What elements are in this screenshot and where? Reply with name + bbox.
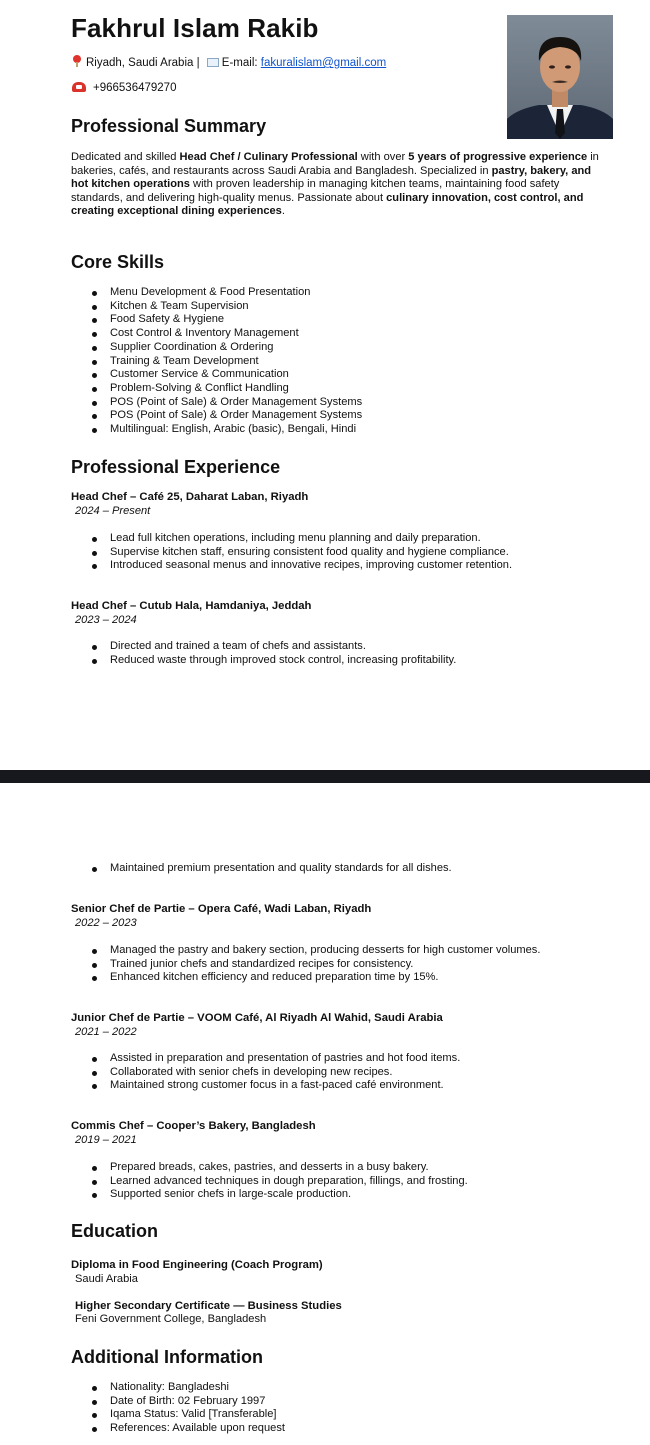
job-bullet: Reduced waste through improved stock control, increasing profitability. (90, 654, 456, 668)
contact-location-email (72, 55, 386, 69)
skill-item: Multilingual: English, Arabic (basic), Bengali, Hindi (90, 423, 362, 437)
job-bullet: Trained junior chefs and standardized recipes for consistency. (90, 958, 540, 972)
additional-info-heading: Additional Information (71, 1347, 263, 1367)
job-bullet: Managed the pastry and bakery section, producing desserts for high customer volumes. (90, 944, 540, 958)
email-icon (207, 58, 219, 67)
summary-highlight: pastry, bakery, and hot kitchen operations (71, 164, 592, 191)
job-bullet: Supervise kitchen staff, ensuring consistent food quality and hygiene compliance. (90, 546, 512, 560)
job-dates: 2023 – 2024 (75, 614, 137, 626)
job-bullets-continued (90, 862, 452, 876)
job-bullet: Directed and trained a team of chefs and assistants. (90, 640, 456, 654)
education-place: Feni Government College, Bangladesh (75, 1313, 267, 1325)
summary-text: Dedicated and skilled (71, 151, 180, 163)
skill-item: Menu Development & Food Presentation (90, 286, 362, 300)
job-bullet: Lead full kitchen operations, including menu planning and daily preparation. (90, 532, 512, 546)
job-bullet: Supported senior chefs in large-scale production. (90, 1188, 468, 1202)
skill-item: Training & Team Development (90, 355, 362, 369)
job-bullet: Collaborated with senior chefs in developing new recipes. (90, 1066, 460, 1080)
additional-info-item: References: Available upon request (90, 1422, 285, 1436)
job-dates: 2022 – 2023 (75, 917, 137, 929)
summary-highlight: Head Chef / Culinary Professional (179, 151, 358, 163)
skill-item: Cost Control & Inventory Management (90, 327, 362, 341)
education-title: Diploma in Food Engineering (Coach Program) (71, 1259, 323, 1271)
skill-item: Food Safety & Hygiene (90, 313, 362, 327)
location-text: Riyadh, Saudi Arabia (86, 57, 194, 69)
additional-info-item: Date of Birth: 02 February 1997 (90, 1395, 285, 1409)
job-bullet: Assisted in preparation and presentation of pastries and hot food items. (90, 1052, 460, 1066)
job-bullets (90, 532, 512, 573)
contact-separator: | (193, 57, 203, 69)
job-bullet: Enhanced kitchen efficiency and reduced preparation time by 15%. (90, 971, 540, 985)
job-bullet: Maintained strong customer focus in a fast-paced café environment. (90, 1079, 460, 1093)
job-bullet: Maintained premium presentation and quality standards for all dishes. (90, 862, 452, 876)
summary-text: with proven leadership in managing kitchen teams, maintaining food safety standards, and delivering high-quality menus. Passionate about (71, 178, 560, 204)
email-label: E-mail: (221, 57, 261, 69)
job-bullets (90, 1161, 468, 1202)
profile-photo (507, 15, 613, 139)
contact-phone (72, 82, 176, 94)
core-skills-list (90, 286, 362, 437)
job-dates: 2024 – Present (75, 505, 151, 517)
summary-paragraph (71, 151, 601, 219)
skill-item: POS (Point of Sale) & Order Management Systems (90, 409, 362, 423)
job-bullets (90, 1052, 460, 1093)
additional-info-item: Iqama Status: Valid [Transferable] (90, 1408, 285, 1422)
job-title: Head Chef – Café 25, Daharat Laban, Riyadh (71, 491, 309, 503)
skill-item: POS (Point of Sale) & Order Management Systems (90, 396, 362, 410)
job-title: Head Chef – Cutub Hala, Hamdaniya, Jeddah (71, 600, 312, 612)
skill-item: Problem-Solving & Conflict Handling (90, 382, 362, 396)
summary-highlight: culinary innovation, cost control, and creating exceptional dining experiences (71, 191, 584, 218)
summary-text: . (281, 205, 285, 218)
phone-text: +966536479270 (93, 82, 177, 94)
skill-item: Kitchen & Team Supervision (90, 300, 362, 314)
job-title: Commis Chef – Cooper’s Bakery, Bangladesh (71, 1120, 316, 1132)
education-title: Higher Secondary Certificate — Business Studies (75, 1300, 342, 1312)
summary-heading: Professional Summary (71, 116, 267, 136)
summary-text: in bakeries, cafés, and restaurants across Saudi Arabia and Bangladesh. Specialized in (71, 151, 599, 177)
job-title: Junior Chef de Partie – VOOM Café, Al Riyadh Al Wahid, Saudi Arabia (71, 1012, 443, 1024)
additional-info-item: Nationality: Bangladeshi (90, 1381, 285, 1395)
job-bullets (90, 944, 540, 985)
education-heading: Education (71, 1221, 159, 1241)
resume-page-2 (0, 783, 650, 1445)
candidate-name: Fakhrul Islam Rakib (71, 13, 319, 43)
job-title: Senior Chef de Partie – Opera Café, Wadi Laban, Riyadh (71, 903, 372, 915)
experience-heading: Professional Experience (71, 457, 281, 477)
summary-highlight: 5 years of progressive experience (408, 151, 588, 163)
job-dates: 2021 – 2022 (75, 1026, 137, 1038)
skill-item: Customer Service & Communication (90, 368, 362, 382)
education-place: Saudi Arabia (75, 1273, 138, 1285)
additional-info-list (90, 1381, 285, 1436)
summary-text: with over (357, 151, 409, 163)
core-skills-heading: Core Skills (71, 252, 165, 272)
phone-icon (72, 82, 86, 92)
email-link[interactable]: fakuralislam@gmail.com (260, 57, 387, 69)
job-bullet: Learned advanced techniques in dough preparation, fillings, and frosting. (90, 1175, 468, 1189)
job-bullets (90, 640, 456, 667)
location-pin-icon (72, 55, 82, 67)
page-divider (0, 770, 650, 783)
job-dates: 2019 – 2021 (75, 1134, 137, 1146)
job-bullet: Prepared breads, cakes, pastries, and desserts in a busy bakery. (90, 1161, 468, 1175)
job-bullet: Introduced seasonal menus and innovative recipes, improving customer retention. (90, 559, 512, 573)
skill-item: Supplier Coordination & Ordering (90, 341, 362, 355)
